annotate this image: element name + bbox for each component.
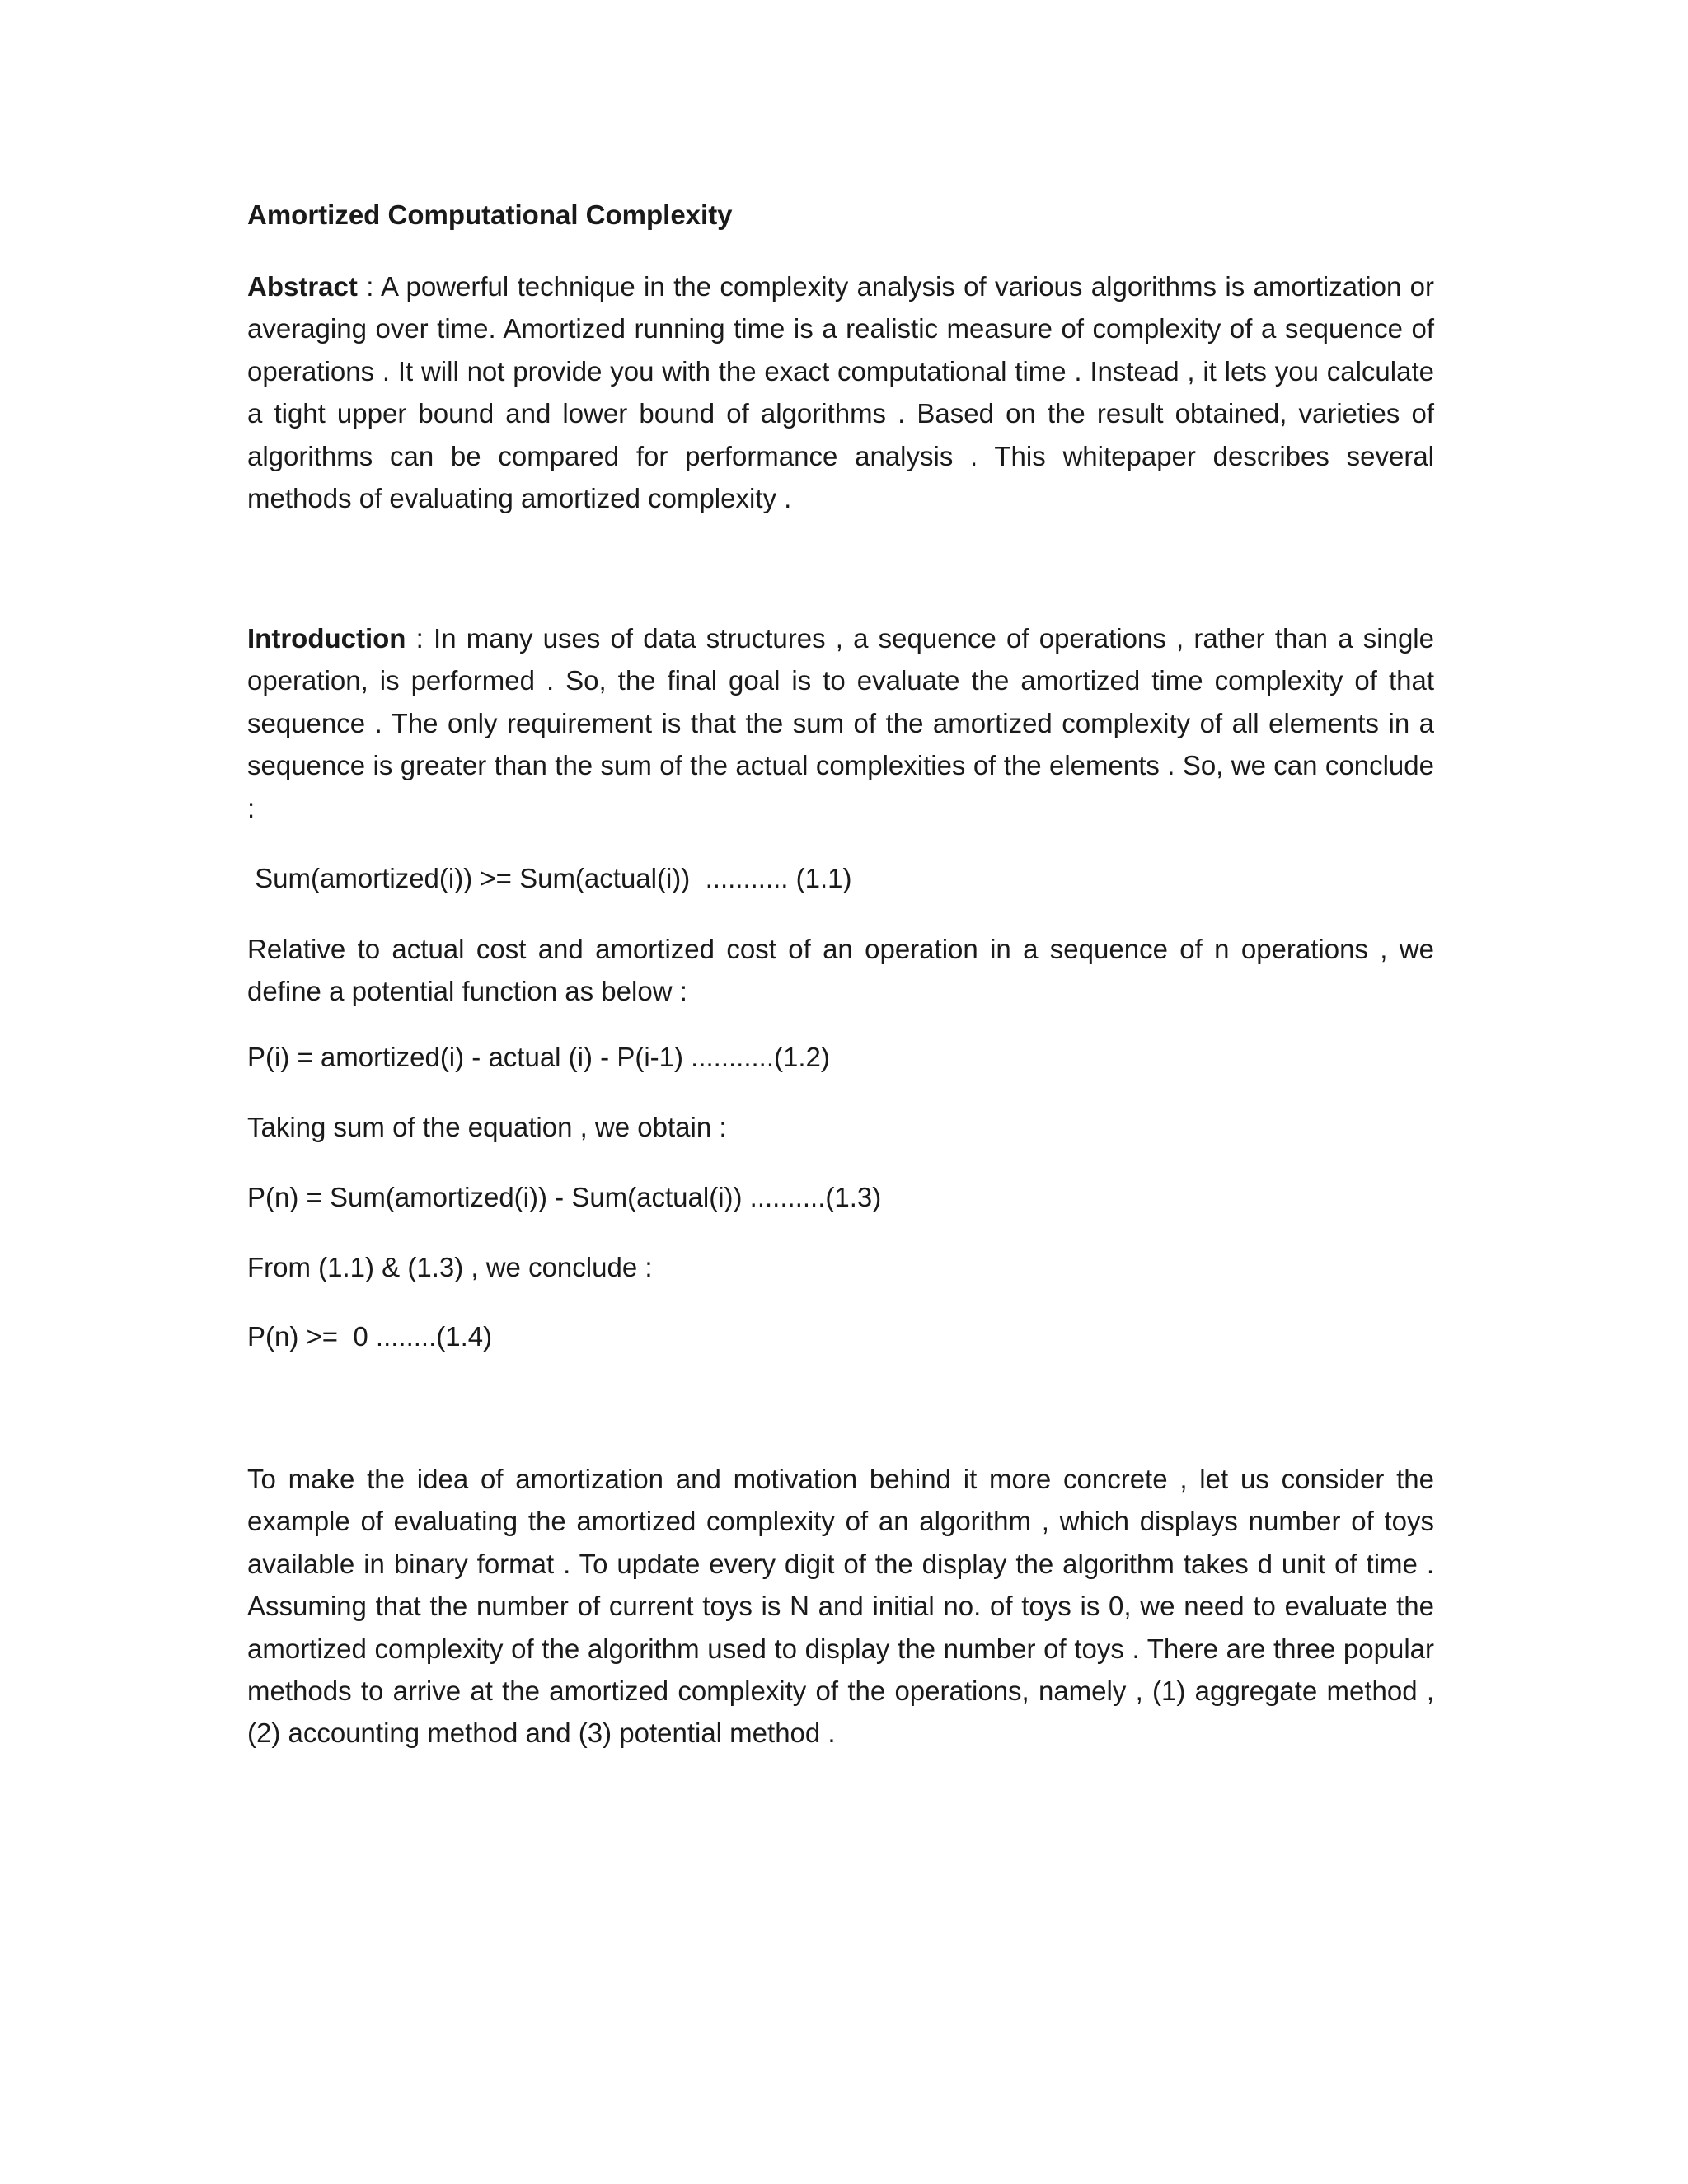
document-title: Amortized Computational Complexity [247,199,733,230]
abstract-label: Abstract [247,271,358,302]
abstract-text: : A powerful technique in the complexity analysis of various algorithms is amortization or averaging over time. Amortized running time is a realistic measure of complexity of a sequence of operations . It will not provide you with the exact computational time . Instead , it lets you calculate a tight upper bound and lower bound of algorithms . Based on the result obtained, varieties of algorithms can be compared for performance analysis . This whitepaper describes several methods of evaluating amortized complexity . [247,271,1434,514]
equation-1-2: P(i) = amortized(i) - actual (i) - P(i-1) ...........(1.2) [247,1042,830,1072]
introduction-label: Introduction [247,623,406,654]
equation-1-4: P(n) >= 0 ........(1.4) [247,1321,493,1352]
from-conclude-line: From (1.1) & (1.3) , we conclude : [247,1252,653,1282]
relative-paragraph: Relative to actual cost and amortized cost of an operation in a sequence of n operations , we define a potential function as below : [247,934,1434,1007]
taking-sum-line: Taking sum of the equation , we obtain : [247,1112,727,1142]
example-paragraph: To make the idea of amortization and motivation behind it more concrete , let us consider the example of evaluating the amortized complexity of an algorithm , which displays number of toys available in binary format . To update every digit of the display the algorithm takes d unit of time . Assuming that the number of current toys is N and initial no. of toys is 0, we need to evaluate the amortized complexity of the algorithm used to display the number of toys . There are three popular methods to arrive at the amortized complexity of the operations, namely , (1) aggregate method , (2) accounting method and (3) potential method . [247,1464,1434,1749]
introduction-text: : In many uses of data structures , a sequence of operations , rather than a single operation, is performed . So, the final goal is to evaluate the amortized time complexity of that sequence . The only requirement is that the sum of the amortized complexity of all elements in a sequence is greater than the sum of the actual complexities of the elements . So, we can conclude : [247,623,1434,823]
equation-1-1: Sum(amortized(i)) >= Sum(actual(i)) ........... (1.1) [247,863,852,893]
equation-1-3: P(n) = Sum(amortized(i)) - Sum(actual(i)) ..........(1.3) [247,1182,882,1212]
abstract-paragraph [247,265,1434,519]
introduction-paragraph [247,617,1434,829]
